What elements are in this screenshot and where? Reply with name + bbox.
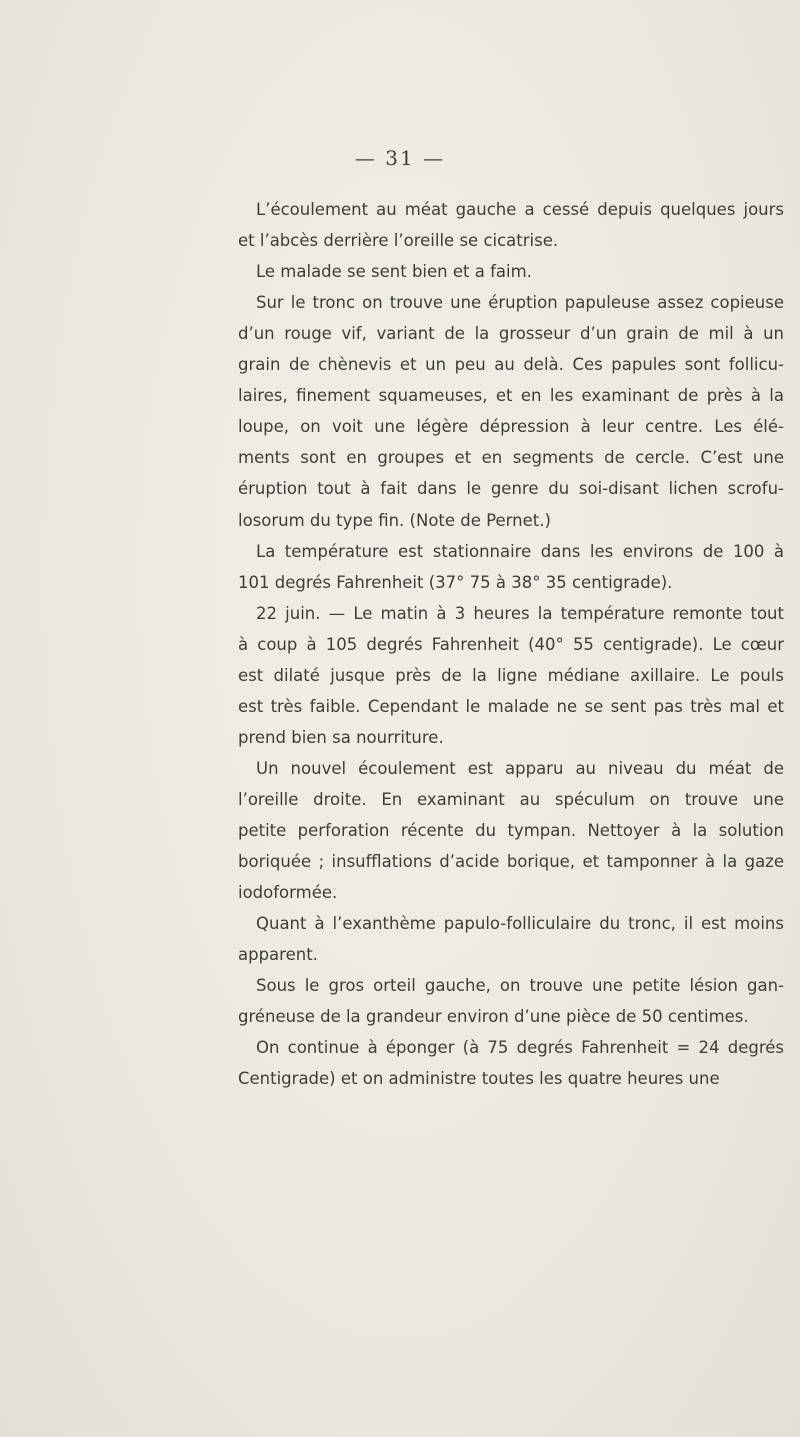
text-line: et l’abcès derrière l’oreille se cicatrise. <box>238 231 559 251</box>
text-line: à coup à 105 degrés Fahrenheit (40° 55 centigrade). Le cœur <box>238 634 784 654</box>
text-line: éruption tout à fait dans le genre du soi-disant lichen scrofu- <box>238 479 784 499</box>
text-line: est très faible. Cependant le malade ne se sent pas très mal et <box>238 696 784 716</box>
text-line: iodoformée. <box>238 883 338 903</box>
text-line: Le malade se sent bien et a faim. <box>256 262 532 282</box>
text-line: Sur le tronc on trouve une éruption papuleuse assez copieuse <box>256 293 784 313</box>
page-number: — 31 — <box>354 146 446 170</box>
text-line: l’oreille droite. En examinant au spéculum on trouve une <box>238 789 784 809</box>
text-line: Sous le gros orteil gauche, on trouve une petite lésion gan- <box>256 976 784 996</box>
text-line: apparent. <box>238 945 318 965</box>
text-line: loupe, on voit une légère dépression à leur centre. Les élé- <box>238 417 784 437</box>
text-line: Un nouvel écoulement est apparu au niveau du méat de <box>256 758 784 778</box>
text-line: Centigrade) et on administre toutes les quatre heures une <box>238 1069 720 1089</box>
text-line: losorum du type fin. (Note de Pernet.) <box>238 510 551 530</box>
text-line: ments sont en groupes et en segments de cercle. C’est une <box>238 448 784 468</box>
text-line: boriquée ; insufflations d’acide borique, et tamponner à la gaze <box>238 852 784 872</box>
text-line: 22 juin. — Le matin à 3 heures la température remonte tout <box>256 603 784 623</box>
text-line: 101 degrés Fahrenheit (37° 75 à 38° 35 centigrade). <box>238 572 673 592</box>
text-line: On continue à éponger (à 75 degrés Fahrenheit = 24 degrés <box>256 1038 784 1058</box>
text-line: d’un rouge vif, variant de la grosseur d’un grain de mil à un <box>238 324 784 344</box>
text-line: L’écoulement au méat gauche a cessé depuis quelques jours <box>256 200 784 219</box>
text-line: est dilaté jusque près de la ligne médiane axillaire. Le pouls <box>238 665 784 685</box>
text-line: La température est stationnaire dans les environs de 100 à <box>256 541 784 561</box>
text-line: Quant à l’exanthème papulo-folliculaire du tronc, il est moins <box>256 914 784 934</box>
text-line: gréneuse de la grandeur environ d’une pièce de 50 centimes. <box>238 1007 749 1027</box>
text-line: laires, finement squameuses, et en les examinant de près à la <box>238 386 784 406</box>
text-line: prend bien sa nourriture. <box>238 727 444 747</box>
text-line: petite perforation récente du tympan. Nettoyer à la solution <box>238 821 784 840</box>
text-line: grain de chènevis et un peu au delà. Ces papules sont follicu- <box>238 355 784 375</box>
